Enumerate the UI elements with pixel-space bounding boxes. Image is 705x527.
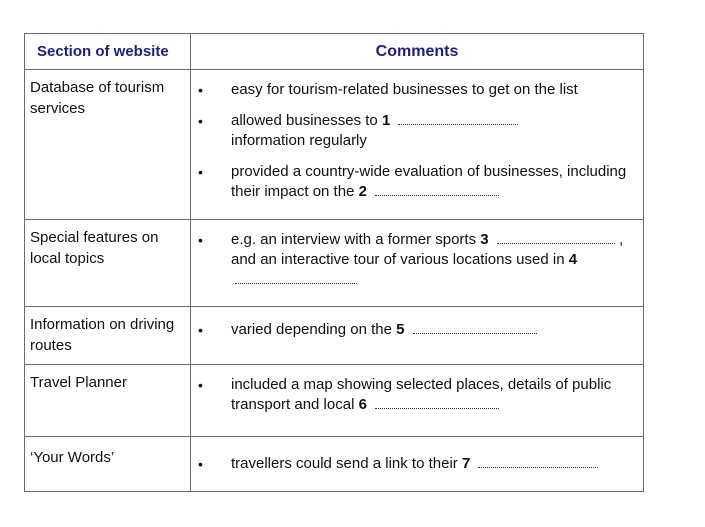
- bullet-icon: •: [198, 164, 203, 180]
- bullet-icon: •: [198, 456, 203, 472]
- list-item: [191, 454, 637, 474]
- answer-gap-6[interactable]: [375, 396, 499, 409]
- list-item: [191, 162, 637, 202]
- item-text-after: ,: [618, 231, 624, 248]
- bullet-icon: •: [198, 377, 203, 393]
- table-row: [25, 437, 644, 492]
- section-header: Section of website: [25, 34, 191, 70]
- item-text: travellers could send a link to their: [231, 455, 458, 472]
- table-row: [25, 307, 644, 365]
- item-text-2: and an interactive tour of various locations used in: [231, 251, 565, 268]
- list-item: [191, 230, 637, 290]
- section-cell: Travel Planner: [25, 365, 191, 437]
- list-item: [191, 320, 637, 340]
- comments-cell: [191, 70, 644, 220]
- answer-gap-5[interactable]: [413, 321, 537, 334]
- table-row: [25, 70, 644, 220]
- comments-cell: [191, 307, 644, 365]
- bullet-icon: •: [198, 113, 203, 129]
- table-row: [25, 220, 644, 307]
- table-row: [25, 365, 644, 437]
- bullet-icon: •: [198, 82, 203, 98]
- answer-gap-7[interactable]: [478, 455, 598, 468]
- answer-gap-2[interactable]: [375, 183, 499, 196]
- comments-cell: [191, 220, 644, 307]
- comments-header: Comments: [191, 34, 644, 70]
- gap-number-1: 1: [381, 112, 391, 129]
- item-text: varied depending on the: [231, 321, 392, 338]
- item-text: included a map showing selected places, details of public transport and local: [231, 376, 612, 413]
- list-item: [191, 375, 637, 415]
- answer-gap-3[interactable]: [497, 231, 615, 244]
- item-text: easy for tourism-related businesses to get on the list: [231, 81, 578, 98]
- list-item: [191, 80, 637, 100]
- gap-number-5: 5: [396, 321, 405, 338]
- gap-number-6: 6: [358, 396, 367, 413]
- section-cell: Database of tourism services: [25, 70, 191, 220]
- comments-cell: [191, 365, 644, 437]
- answer-gap-4[interactable]: [235, 271, 357, 284]
- section-cell: Information on driving routes: [25, 307, 191, 365]
- answer-gap-1[interactable]: [398, 112, 518, 125]
- gap-number-3: 3: [480, 231, 489, 248]
- item-text: provided a country-wide evaluation of businesses, including their impact on the: [231, 163, 627, 200]
- list-item: [191, 111, 637, 151]
- bullet-icon: •: [198, 232, 203, 248]
- notes-table: [24, 33, 644, 492]
- section-cell: Special features on local topics: [25, 220, 191, 307]
- gap-number-7: 7: [461, 455, 471, 472]
- gap-number-2: 2: [358, 183, 367, 200]
- item-text: allowed businesses to: [231, 112, 378, 129]
- comments-cell: [191, 437, 644, 492]
- header-row: [25, 34, 644, 70]
- item-text: e.g. an interview with a former sports: [231, 231, 477, 248]
- section-cell: ‘Your Words’: [25, 437, 191, 492]
- bullet-icon: •: [198, 322, 203, 338]
- item-text-after: information regularly: [231, 132, 367, 149]
- gap-number-4: 4: [568, 251, 578, 268]
